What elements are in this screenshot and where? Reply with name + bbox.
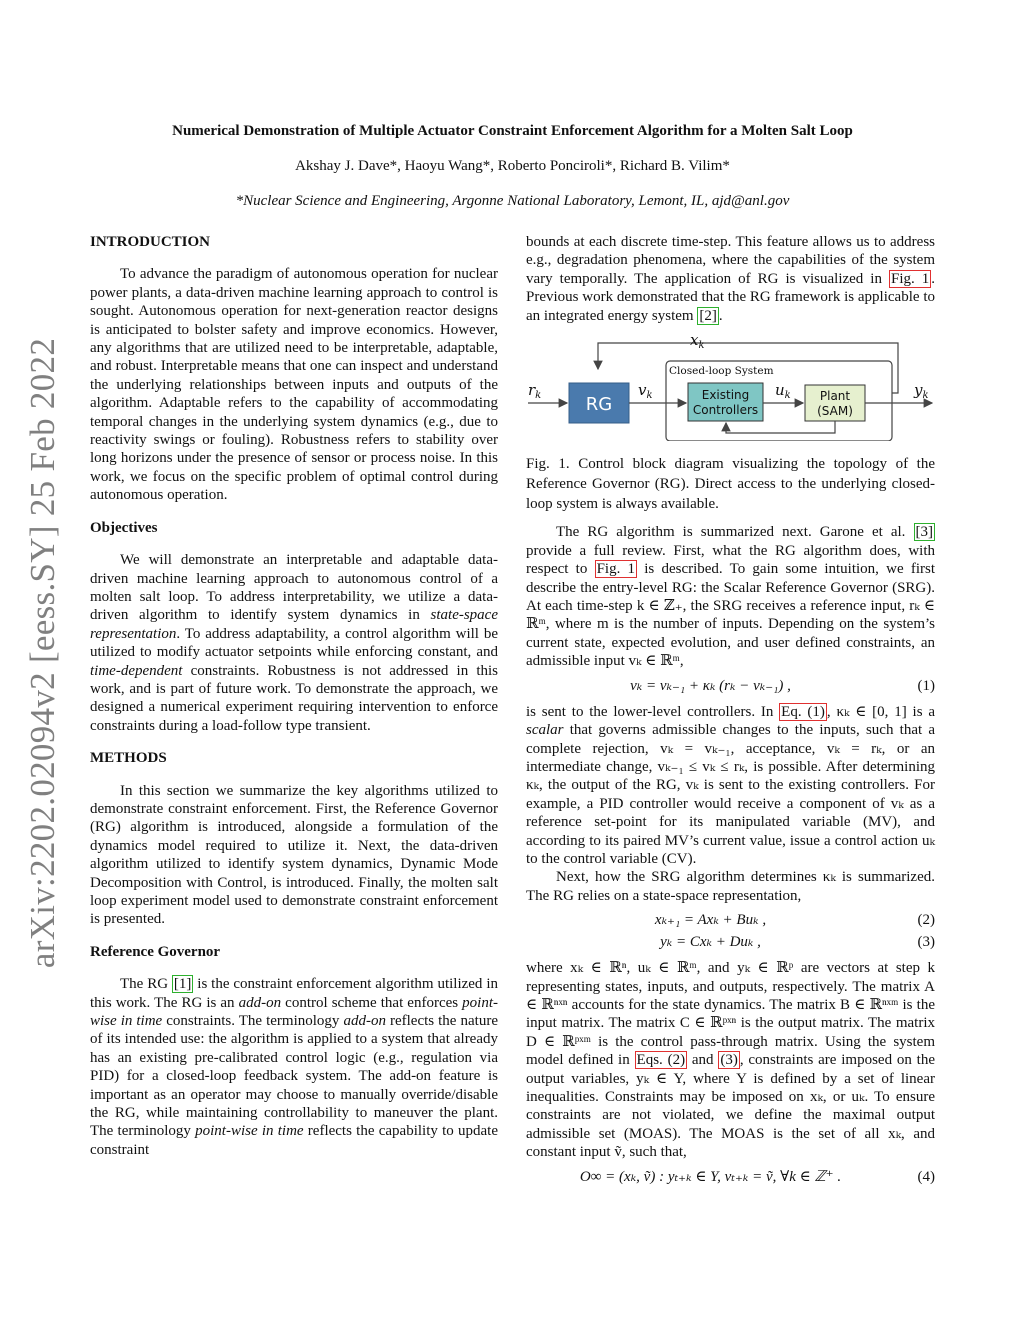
x-k-label: $x_k$: [690, 331, 705, 352]
section-heading-introduction: INTRODUCTION: [90, 234, 211, 250]
kappa-paragraph: is sent to the lower-level controllers. In Eq. (1) , κₖ ∈ [0, 1] is a scalar that governs admissible changes to the inputs, such that a complete rejection, vₖ = vₖ₋₁, acceptance, vₖ = rₖ, or an intermediate change, vₖ₋₁ ≤ vₖ ≤ rₖ, is possible. After determining κₖ, the output of the RG, vₖ is sent to the existing controllers. For example, a PID controller would receive a component of vₖ as a reference set-point for its manipulated variable (MV), and according to its paired MV’s current value, issue a control action uₖ to the control variable (CV).: [526, 703, 935, 867]
section-heading-methods: METHODS: [90, 750, 167, 767]
equation-1: vₖ = vₖ₋₁ + κₖ (rₖ − vₖ₋₁) , (1): [630, 677, 935, 694]
u-k-label: $u_k$: [775, 381, 791, 402]
arxiv-id-text: arXiv:2202.02094v2 [eess.SY] 25 Feb 2022: [23, 337, 62, 968]
equation-ref-link[interactable]: Eq. (1): [781, 703, 825, 720]
intro-paragraph: To advance the paradigm of autonomous operation for nuclear power plants, a data-driven machine learning approach to control is sought. Autonomous operation for next-generation reactor designs is anticipated to bolster safety and improve economics. However, any algorithms that are utilized need to be interpretable, adaptable, and robust. Interpretable means that one can inspect and understand the underlying relationships between inputs and outputs of the algorithm. Adaptable refers to the capability of accommodating temporal changes in the underlying system dynamics (e.g., due to reactivity swings or fouling). Robustness refers to stability over long horizons under the presence of sensor or process noise. In this work, we focus on the specific problem of optimal control during autonomous operation.: [90, 266, 498, 504]
r-k-label: $r_k$: [528, 381, 542, 402]
existing-controllers-label: Existing: [701, 388, 750, 403]
rg-block-label: RG: [585, 394, 613, 416]
closed-loop-label: Closed-loop System: [669, 365, 774, 378]
subsection-heading-objectives: Objectives: [90, 519, 158, 536]
citation-link[interactable]: [3]: [915, 524, 933, 541]
existing-controllers-label-2: Controllers: [692, 403, 759, 418]
equation-2: xₖ₊₁ = Axₖ + Buₖ , (2): [654, 912, 935, 929]
v-k-label: $v_k$: [638, 381, 653, 402]
plant-label-2: (SAM): [817, 404, 853, 419]
left-column: [90, 233, 498, 1159]
equation-3: yₖ = Cxₖ + Duₖ , (3): [660, 934, 935, 951]
citation-link[interactable]: [1]: [173, 976, 192, 993]
rg-summary-paragraph: The RG algorithm is summarized next. Garone et al. [3] provide a full review. First, what the RG algorithm does, with respect to Fig. 1 is described. To gain some intuition, we first describe the entry-level RG: the Scalar Reference Governor (SRG). At each time-step k ∈ ℤ₊, the SRG receives a reference input, rₖ ∈ ℝᵐ, where m is the number of inputs. Depending on the system’s current state, expected evolution, and user defined constraints, an admissible input vₖ ∈ ℝᵐ,: [526, 524, 935, 670]
figure-caption: Fig. 1. Control block diagram visualizing the topology of the Reference Governor (RG). Direct access to the underlying closed-loop system is always available.: [526, 456, 935, 513]
citation-link[interactable]: [2]: [699, 307, 717, 324]
objectives-paragraph: We will demonstrate an interpretable and adaptable data-driven machine learning approach to autonomous control of a molten salt loop. To address interpretability, we utilize a data-driven algorithm to identify system dynamics in state-space representation. To address adaptability, a control algorithm will be utilized to modify actuator setpoints while enforcing constant, and time-dependent constraints. Robustness is not addressed in this work, and is part of future work. To demonstrate the approach, we designed a numerical experiment requiring intervention to enforce constraints during a load-follow type transient.: [90, 552, 498, 734]
inner-feedback-line: [726, 421, 835, 433]
right-column: [526, 233, 935, 1194]
affiliation: *Nuclear Science and Engineering, Argonne National Laboratory, Lemont, IL, ajd@anl.gov: [235, 193, 790, 209]
rg-block-diagram: [526, 331, 935, 441]
y-k-label: $y_k$: [914, 381, 929, 402]
arxiv-side-label: [20, 337, 66, 968]
equation-4: O∞ = (xₖ, ṽ) : yₜ₊ₖ ∈ Y, vₜ₊ₖ = ṽ, ∀k ∈ ℤ⁺ . (4): [579, 1168, 935, 1185]
paper-title: Numerical Demonstration of Multiple Actuator Constraint Enforcement Algorithm for a Molten Salt Loop: [172, 123, 853, 139]
equation-ref-link[interactable]: Eqs. (2): [636, 1052, 686, 1069]
figure-ref-link[interactable]: Fig. 1: [596, 561, 636, 578]
srg-paragraph: Next, how the SRG algorithm determines κₖ is summarized. The RG relies on a state-space representation,: [526, 869, 935, 904]
figure-ref-link[interactable]: Fig. 1: [890, 270, 930, 287]
rg-continuation-paragraph: bounds at each discrete time-step. This feature allows us to address e.g., degradation phenomena, where the capabilities of the system vary temporally. The application of RG is visualized in Fig. 1 . Previous work demonstrated that the RG framework is applicable to an integrated energy system [2] .: [526, 234, 936, 324]
equation-ref-link[interactable]: (3): [720, 1052, 738, 1069]
state-space-paragraph: where xₖ ∈ ℝⁿ, uₖ ∈ ℝᵐ, and yₖ ∈ ℝᵖ are vectors at step k representing states, inputs, and outputs, respectively. The matrix A ∈ ℝⁿˣⁿ accounts for the state dynamics. The matrix B ∈ ℝⁿˣᵐ is the input matrix. The matrix C ∈ ℝᵖˣⁿ is the output matrix. The matrix D ∈ ℝᵖˣᵐ is the control pass-through matrix. Using the system model defined in Eqs. (2) and (3) , constraints are imposed on the output variables, yₖ ∈ Y, where Y is defined by a set of linear inequalities. Constraints may be imposed on xₖ, or uₖ. To ensure constraints are not violated, we define the maximal output admissible set (MOAS). The MOAS is the set of all xₖ, and constant input ṽ, such that,: [526, 960, 935, 1161]
plant-label: Plant: [819, 389, 851, 404]
author-list: Akshay J. Dave*, Haoyu Wang*, Roberto Ponciroli*, Richard B. Vilim*: [295, 158, 730, 174]
methods-paragraph: In this section we summarize the key algorithms utilized to demonstrate constraint enforcement. First, the Reference Governor (RG) algorithm is introduced, alongside a formulation of the dynamics model required to utilize it. Next, the data-driven algorithm utilized to identify system dynamics, Dynamic Mode Decomposition with Control, is introduced. Finally, the molten salt loop experiment model used to demonstrate constraint enforcement is presented.: [90, 782, 498, 928]
reference-governor-paragraph: The RG [1] is the constraint enforcement algorithm utilized in this work. The RG is an add-on control scheme that enforces point-wise in time constraints. The terminology add-on reflects the nature of its intended use: the algorithm is applied to a system that already has an existing pre-calibrated control logic (e.g., regulation via PID) for a closed-loop feedback system. The add-on feature is important as an operator may choose to manually override/disable the RG, while maintaining controllability to maneuver the plant. The terminology point-wise in time reflects the capability to update constraint: [90, 976, 498, 1158]
subsection-heading-reference-governor: Reference Governor: [90, 943, 221, 960]
